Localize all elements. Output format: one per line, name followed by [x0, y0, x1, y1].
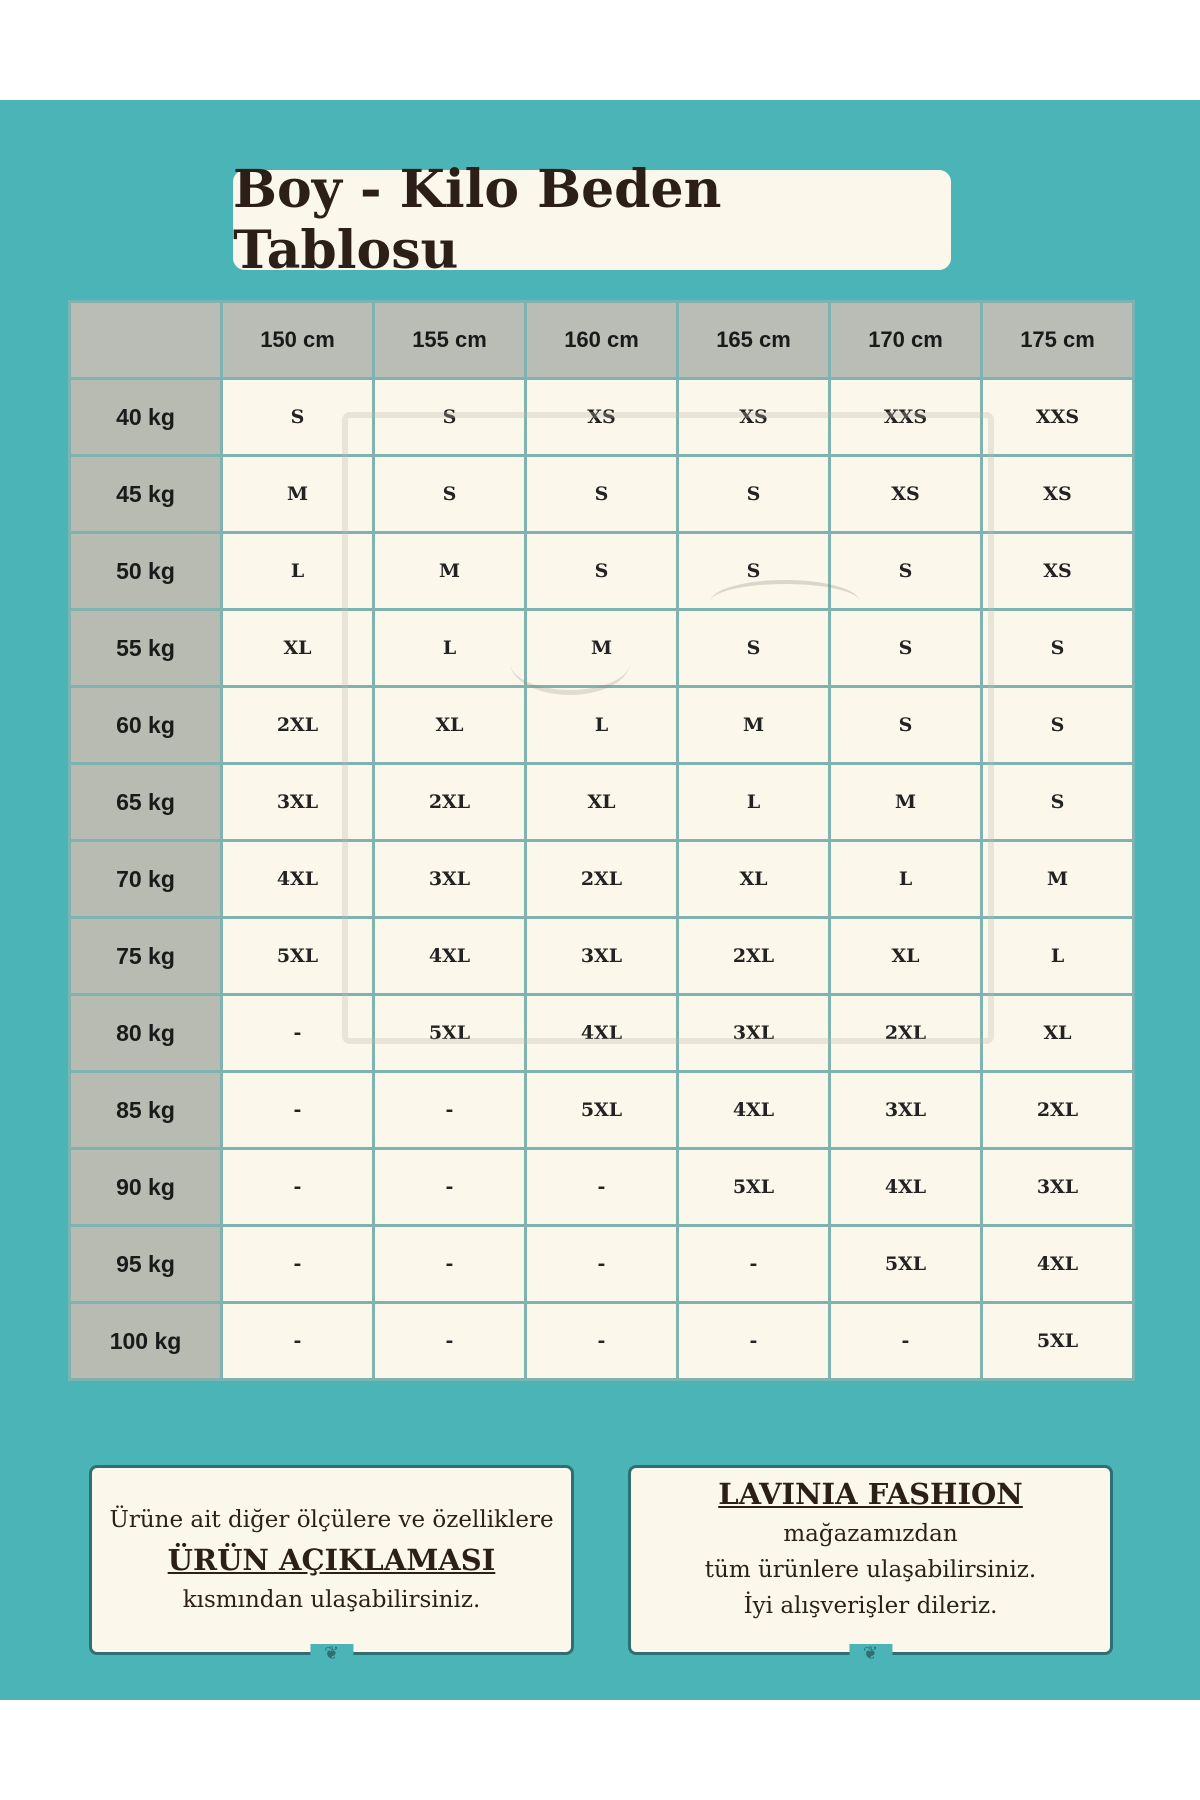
weight-label: 100 kg — [70, 1303, 222, 1380]
size-cell: - — [222, 995, 374, 1072]
weight-label: 45 kg — [70, 456, 222, 533]
brand-name: LAVINIA FASHION — [718, 1477, 1023, 1511]
size-chart-table — [68, 300, 1135, 1381]
weight-label: 55 kg — [70, 610, 222, 687]
size-cell: XS — [678, 379, 830, 456]
height-header: 150 cm — [222, 302, 374, 379]
table-row — [70, 841, 1134, 918]
size-cell: XL — [222, 610, 374, 687]
description-note-box — [89, 1465, 574, 1664]
size-cell: S — [374, 456, 526, 533]
size-cell: 2XL — [830, 995, 982, 1072]
weight-label: 90 kg — [70, 1149, 222, 1226]
size-cell: - — [222, 1226, 374, 1303]
size-cell: - — [678, 1226, 830, 1303]
fleuron-ornament-icon: ❦ — [310, 1644, 353, 1664]
size-cell: XL — [830, 918, 982, 995]
size-cell: XXS — [982, 379, 1134, 456]
table-row — [70, 1149, 1134, 1226]
size-cell: 5XL — [830, 1226, 982, 1303]
size-cell: S — [982, 764, 1134, 841]
size-cell: - — [678, 1303, 830, 1380]
size-cell: L — [982, 918, 1134, 995]
size-cell: - — [222, 1149, 374, 1226]
height-header: 160 cm — [526, 302, 678, 379]
size-cell: - — [526, 1149, 678, 1226]
size-cell: 2XL — [526, 841, 678, 918]
table-row — [70, 1072, 1134, 1149]
size-cell: L — [374, 610, 526, 687]
size-cell: 4XL — [222, 841, 374, 918]
size-cell: XS — [982, 533, 1134, 610]
size-cell: S — [678, 533, 830, 610]
size-cell: - — [222, 1303, 374, 1380]
weight-label: 85 kg — [70, 1072, 222, 1149]
weight-label: 40 kg — [70, 379, 222, 456]
size-cell: XS — [526, 379, 678, 456]
corner-cell — [70, 302, 222, 379]
size-cell: 3XL — [830, 1072, 982, 1149]
size-cell: 5XL — [374, 995, 526, 1072]
height-header: 175 cm — [982, 302, 1134, 379]
size-cell: 2XL — [374, 764, 526, 841]
table-row — [70, 456, 1134, 533]
weight-label: 75 kg — [70, 918, 222, 995]
size-cell: S — [830, 533, 982, 610]
size-cell: 4XL — [678, 1072, 830, 1149]
height-header: 165 cm — [678, 302, 830, 379]
size-cell: M — [678, 687, 830, 764]
size-cell: M — [526, 610, 678, 687]
note-text: İyi alışverişler dileriz. — [743, 1593, 998, 1619]
size-cell: XL — [982, 995, 1134, 1072]
table-row — [70, 687, 1134, 764]
size-cell: - — [374, 1072, 526, 1149]
table-row — [70, 379, 1134, 456]
page-title: Boy - Kilo Beden Tablosu — [233, 159, 722, 281]
weight-label: 70 kg — [70, 841, 222, 918]
size-cell: 4XL — [830, 1149, 982, 1226]
size-cell: 2XL — [678, 918, 830, 995]
size-cell: - — [374, 1303, 526, 1380]
weight-label: 50 kg — [70, 533, 222, 610]
size-cell: XL — [374, 687, 526, 764]
size-cell: 2XL — [982, 1072, 1134, 1149]
size-cell: - — [830, 1303, 982, 1380]
table-row — [70, 610, 1134, 687]
size-cell: S — [678, 610, 830, 687]
size-cell: 3XL — [982, 1149, 1134, 1226]
weight-label: 65 kg — [70, 764, 222, 841]
size-cell: XXS — [830, 379, 982, 456]
size-cell: 4XL — [982, 1226, 1134, 1303]
size-cell: 4XL — [526, 995, 678, 1072]
size-cell: S — [830, 687, 982, 764]
size-cell: - — [374, 1226, 526, 1303]
size-cell: XL — [678, 841, 830, 918]
size-cell: M — [374, 533, 526, 610]
size-cell: 5XL — [678, 1149, 830, 1226]
weight-label: 80 kg — [70, 995, 222, 1072]
size-cell: L — [678, 764, 830, 841]
size-cell: S — [526, 533, 678, 610]
size-cell: - — [222, 1072, 374, 1149]
size-cell: - — [374, 1149, 526, 1226]
size-cell: S — [830, 610, 982, 687]
height-header: 170 cm — [830, 302, 982, 379]
size-cell: L — [222, 533, 374, 610]
size-cell: M — [830, 764, 982, 841]
table-row — [70, 764, 1134, 841]
size-cell: S — [374, 379, 526, 456]
note-text: Ürüne ait diğer ölçülere ve özelliklere — [109, 1507, 554, 1533]
size-cell: 5XL — [222, 918, 374, 995]
size-cell: 3XL — [374, 841, 526, 918]
title-box — [233, 159, 951, 281]
size-cell: S — [526, 456, 678, 533]
table-row — [70, 1303, 1134, 1380]
size-cell: 4XL — [374, 918, 526, 995]
size-cell: M — [982, 841, 1134, 918]
note-text: tüm ürünlere ulaşabilirsiniz. — [704, 1557, 1037, 1583]
size-cell: 5XL — [982, 1303, 1134, 1380]
size-cell: XS — [830, 456, 982, 533]
header-row — [70, 302, 1134, 379]
size-cell: XL — [526, 764, 678, 841]
weight-label: 60 kg — [70, 687, 222, 764]
size-cell: - — [526, 1303, 678, 1380]
size-cell: L — [830, 841, 982, 918]
size-cell: L — [526, 687, 678, 764]
size-cell: S — [678, 456, 830, 533]
fleuron-ornament-icon: ❦ — [849, 1644, 892, 1664]
store-note-box — [628, 1465, 1113, 1664]
note-text: kısmından ulaşabilirsiniz. — [182, 1587, 481, 1613]
size-cell: 3XL — [678, 995, 830, 1072]
size-cell: 3XL — [222, 764, 374, 841]
size-cell: 5XL — [526, 1072, 678, 1149]
size-cell: XS — [982, 456, 1134, 533]
table-row — [70, 1226, 1134, 1303]
note-text: mağazamızdan — [783, 1521, 958, 1547]
size-cell: S — [982, 610, 1134, 687]
weight-label: 95 kg — [70, 1226, 222, 1303]
table-row — [70, 995, 1134, 1072]
table-row — [70, 918, 1134, 995]
table-row — [70, 533, 1134, 610]
product-description-emphasis: ÜRÜN AÇIKLAMASI — [167, 1543, 496, 1577]
size-cell: M — [222, 456, 374, 533]
size-cell: S — [222, 379, 374, 456]
size-cell: 2XL — [222, 687, 374, 764]
size-cell: - — [526, 1226, 678, 1303]
size-cell: 3XL — [526, 918, 678, 995]
height-header: 155 cm — [374, 302, 526, 379]
size-cell: S — [982, 687, 1134, 764]
